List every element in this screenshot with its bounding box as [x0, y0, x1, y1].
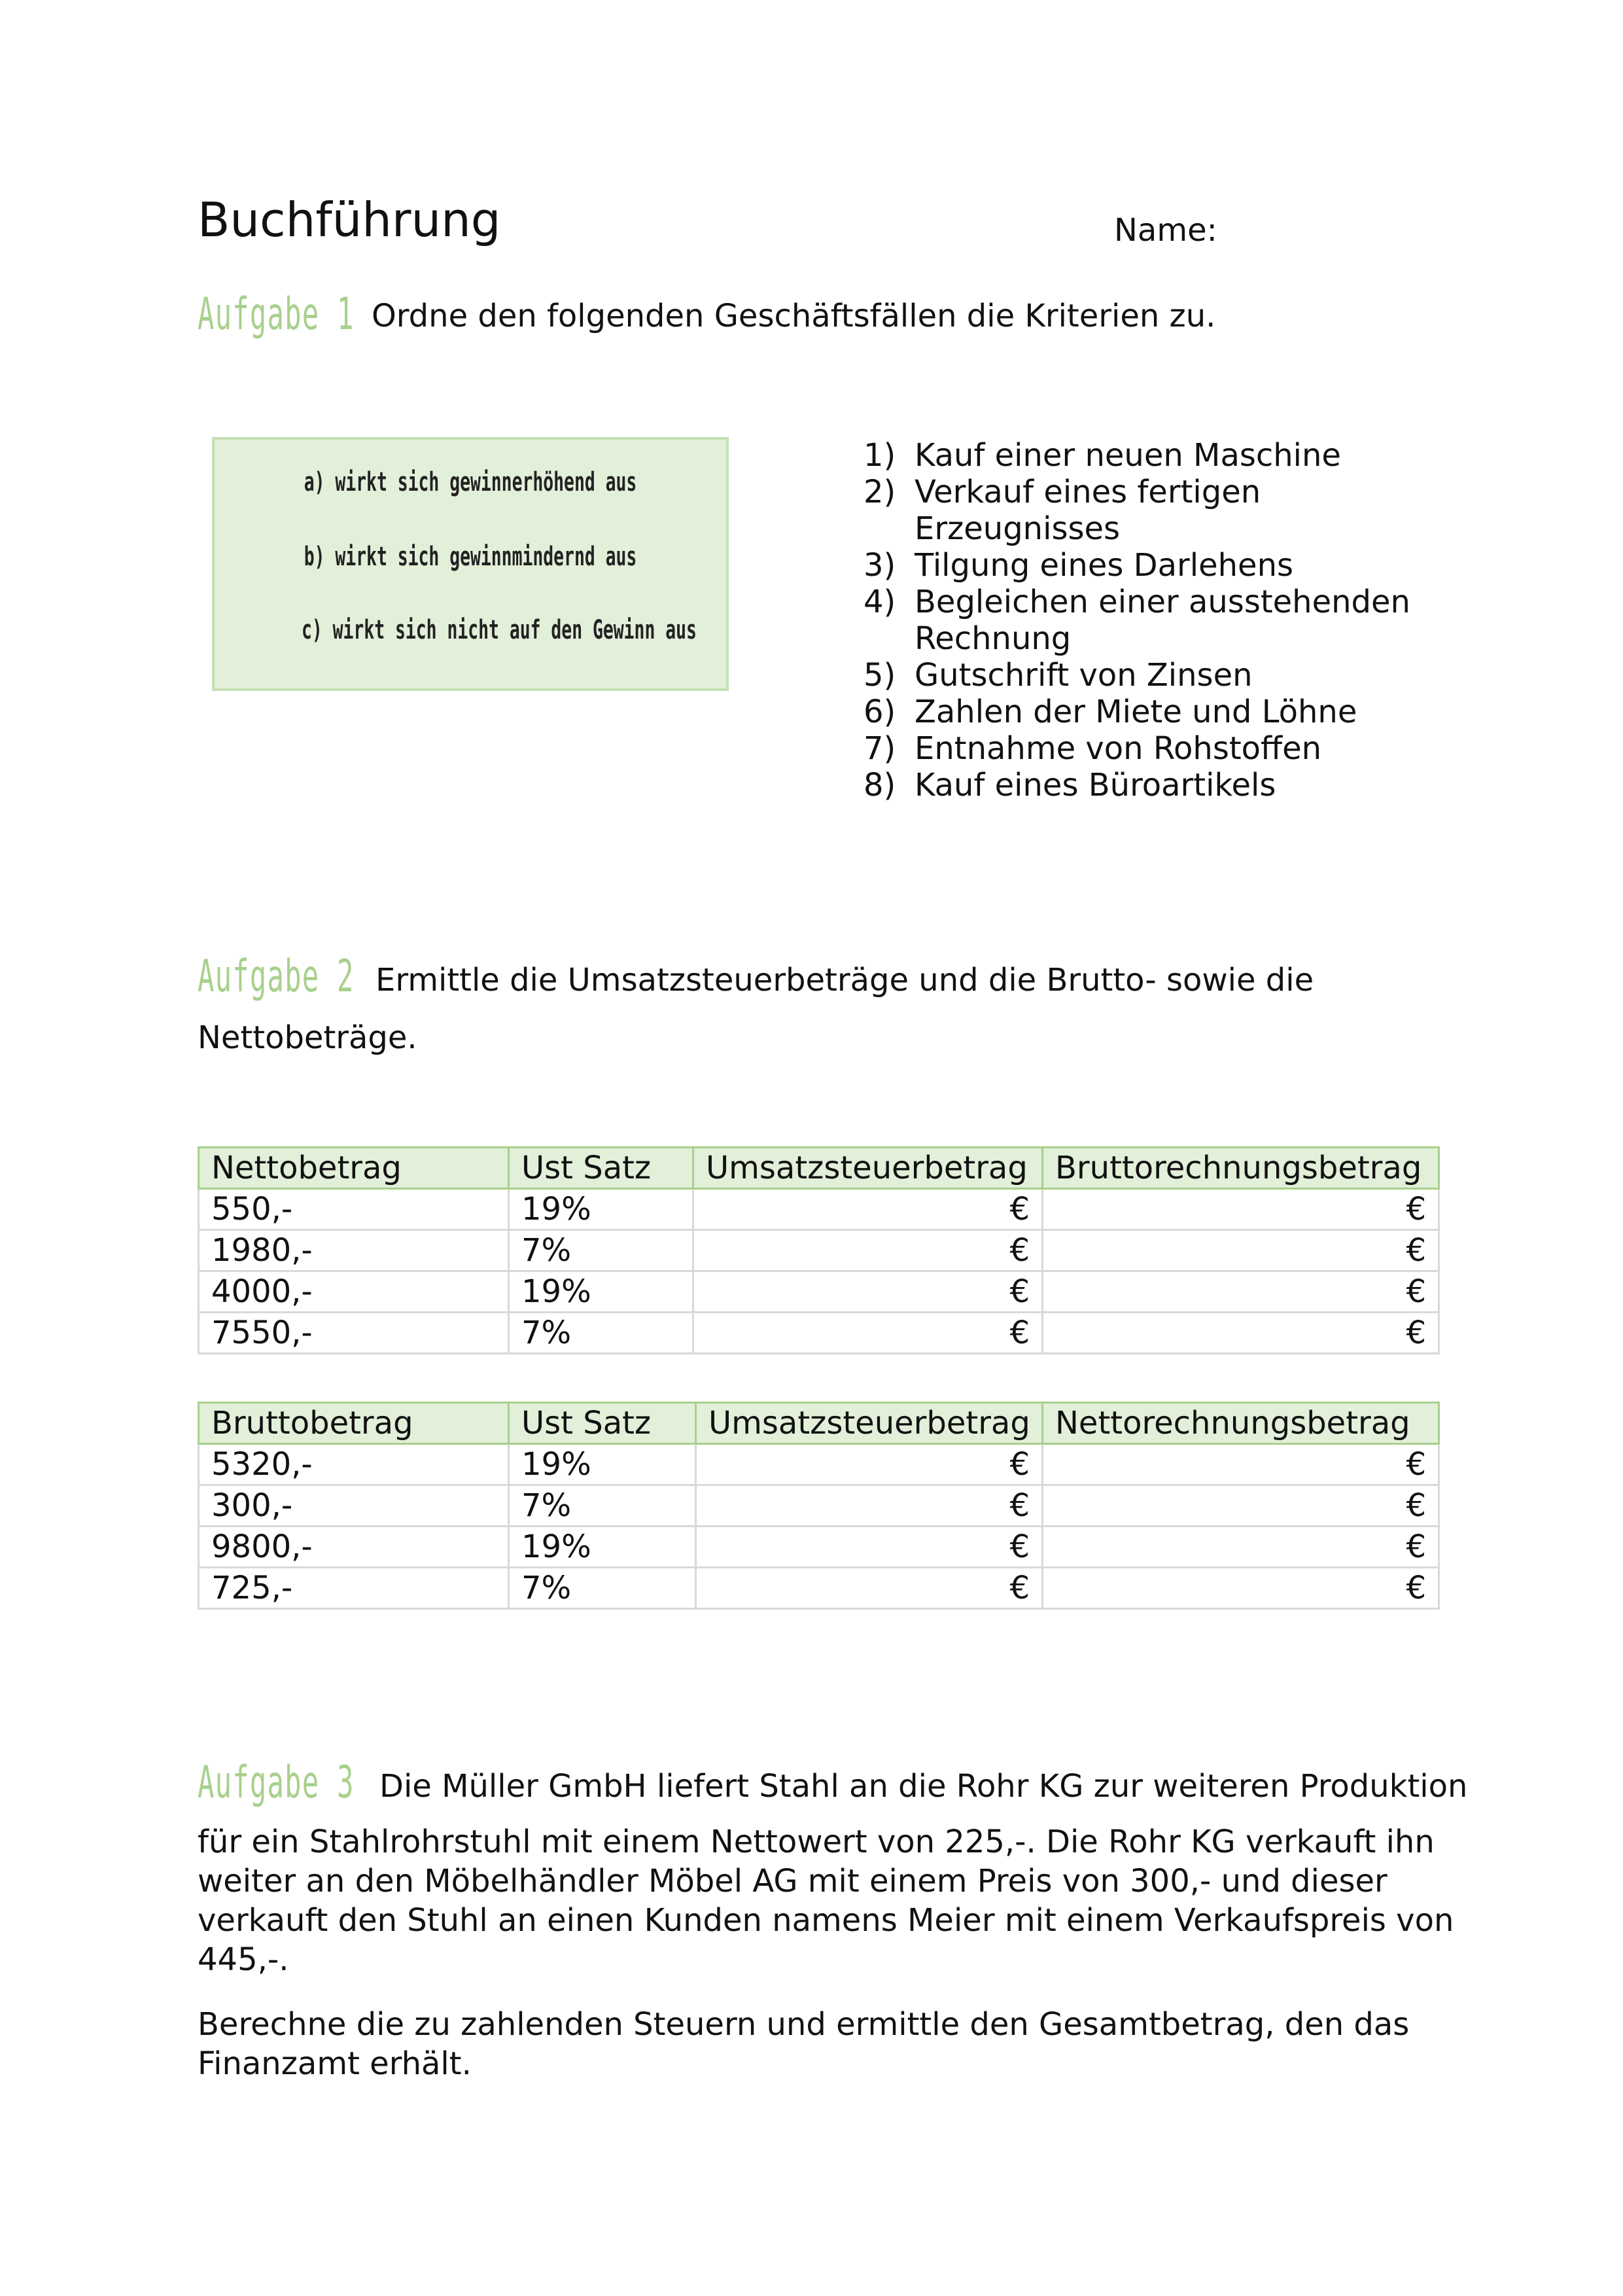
- table-header-row: [199, 1403, 1439, 1444]
- table-cell: 5320,-: [199, 1444, 509, 1485]
- table-cell: 9800,-: [199, 1527, 509, 1568]
- answer-cell[interactable]: €: [693, 1230, 1043, 1271]
- column-header: Umsatzsteuerbetrag: [696, 1403, 1043, 1444]
- answer-cell[interactable]: €: [1043, 1485, 1439, 1527]
- column-header: Umsatzsteuerbetrag: [693, 1148, 1043, 1189]
- list-item: [864, 547, 1464, 584]
- table-row: [199, 1271, 1439, 1313]
- task2-instruction-line2: Nettobeträge.: [198, 1019, 417, 1056]
- column-header: Nettobetrag: [199, 1148, 509, 1189]
- column-header: Bruttorechnungsbetrag: [1043, 1148, 1439, 1189]
- answer-cell[interactable]: €: [696, 1527, 1043, 1568]
- answer-cell[interactable]: €: [1043, 1230, 1439, 1271]
- criterion-b: b) wirkt sich gewinnmindernd aus: [304, 542, 637, 572]
- list-item: [864, 437, 1464, 474]
- list-item: [864, 730, 1464, 767]
- list-item-text: Verkauf eines fertigen Erzeugnisses: [915, 474, 1261, 547]
- answer-cell[interactable]: €: [1043, 1444, 1439, 1485]
- list-item-text: Gutschrift von Zinsen: [915, 657, 1253, 694]
- answer-cell[interactable]: €: [1043, 1313, 1439, 1354]
- list-item-text: Kauf eines Büroartikels: [915, 767, 1276, 804]
- answer-cell[interactable]: €: [1043, 1568, 1439, 1609]
- task2-instruction-line1: Ermittle die Umsatzsteuerbeträge und die Brutto- sowie die: [375, 962, 1314, 998]
- list-item-text: Zahlen der Miete und Löhne: [915, 694, 1357, 730]
- criterion-c: c) wirkt sich nicht auf den Gewinn aus: [301, 615, 697, 645]
- table-row: [199, 1485, 1439, 1527]
- task3-paragraph-1: für ein Stahlrohrstuhl mit einem Nettowert von 225,-. Die Rohr KG verkauft ihn weiter an den Möbelhändler Möbel AG mit einem Preis von 300,- und dieser verkauft den Stuhl an einen Kunden namens Meier mit einem Verkaufspreis von 445,-.: [198, 1824, 1454, 1978]
- list-item-number: 2): [864, 474, 896, 510]
- gross-to-net-table: [198, 1402, 1440, 1610]
- column-header: Bruttobetrag: [199, 1403, 509, 1444]
- list-item: [864, 474, 1464, 547]
- list-item: [864, 657, 1464, 694]
- table-row: [199, 1189, 1439, 1230]
- answer-cell[interactable]: €: [693, 1189, 1043, 1230]
- table-cell: 725,-: [199, 1568, 509, 1609]
- table-row: [199, 1527, 1439, 1568]
- answer-cell[interactable]: €: [696, 1485, 1043, 1527]
- list-item-text: Begleichen einer ausstehenden Rechnung: [915, 584, 1410, 657]
- criteria-box: [212, 437, 729, 691]
- column-header: Nettorechnungsbetrag: [1043, 1403, 1439, 1444]
- table-header-row: [199, 1148, 1439, 1189]
- table-cell: 7%: [509, 1568, 696, 1609]
- list-item: [864, 584, 1464, 657]
- list-item-text: Tilgung eines Darlehens: [915, 547, 1293, 584]
- name-label: Name:: [1114, 212, 1217, 249]
- table-cell: 19%: [509, 1189, 693, 1230]
- table-cell: 19%: [509, 1444, 696, 1485]
- table-cell: 7%: [509, 1230, 693, 1271]
- list-item: [864, 694, 1464, 730]
- list-item-number: 1): [864, 437, 896, 474]
- list-item-number: 4): [864, 584, 896, 620]
- task3-paragraph-2: Berechne die zu zahlenden Steuern und ermittle den Gesamtbetrag, den das Finanzamt erhält.: [198, 2006, 1410, 2082]
- task3-heading: Aufgabe 3: [198, 1756, 355, 1809]
- criterion-a: a) wirkt sich gewinnerhöhend aus: [304, 467, 637, 497]
- list-item-text: Entnahme von Rohstoffen: [915, 730, 1322, 767]
- business-cases-list: [864, 437, 1464, 804]
- task1-instruction: Ordne den folgenden Geschäftsfällen die Kriterien zu.: [372, 298, 1216, 334]
- net-to-gross-table: [198, 1146, 1440, 1354]
- list-item-number: 3): [864, 547, 896, 584]
- answer-cell[interactable]: €: [693, 1271, 1043, 1313]
- table-cell: 1980,-: [199, 1230, 509, 1271]
- list-item-number: 8): [864, 767, 896, 804]
- list-item: [864, 767, 1464, 804]
- table-row: [199, 1230, 1439, 1271]
- table-cell: 19%: [509, 1271, 693, 1313]
- answer-cell[interactable]: €: [693, 1313, 1043, 1354]
- table-cell: 7%: [509, 1485, 696, 1527]
- table-row: [199, 1444, 1439, 1485]
- answer-cell[interactable]: €: [1043, 1527, 1439, 1568]
- task2-heading: Aufgabe 2: [198, 950, 355, 1002]
- task1-heading: Aufgabe 1: [198, 288, 355, 340]
- task3-intro-line: Die Müller GmbH liefert Stahl an die Rohr KG zur weiteren Produktion: [379, 1768, 1468, 1805]
- page-title: Buchführung: [198, 192, 501, 247]
- list-item-number: 6): [864, 694, 896, 730]
- column-header: Ust Satz: [509, 1148, 693, 1189]
- column-header: Ust Satz: [509, 1403, 696, 1444]
- list-item-number: 5): [864, 657, 896, 694]
- list-item-text: Kauf einer neuen Maschine: [915, 437, 1341, 474]
- table-row: [199, 1313, 1439, 1354]
- answer-cell[interactable]: €: [696, 1568, 1043, 1609]
- answer-cell[interactable]: €: [696, 1444, 1043, 1485]
- table-cell: 19%: [509, 1527, 696, 1568]
- table-cell: 550,-: [199, 1189, 509, 1230]
- table-cell: 300,-: [199, 1485, 509, 1527]
- table-cell: 4000,-: [199, 1271, 509, 1313]
- list-item-number: 7): [864, 730, 896, 767]
- table-cell: 7%: [509, 1313, 693, 1354]
- table-row: [199, 1568, 1439, 1609]
- table-cell: 7550,-: [199, 1313, 509, 1354]
- answer-cell[interactable]: €: [1043, 1189, 1439, 1230]
- answer-cell[interactable]: €: [1043, 1271, 1439, 1313]
